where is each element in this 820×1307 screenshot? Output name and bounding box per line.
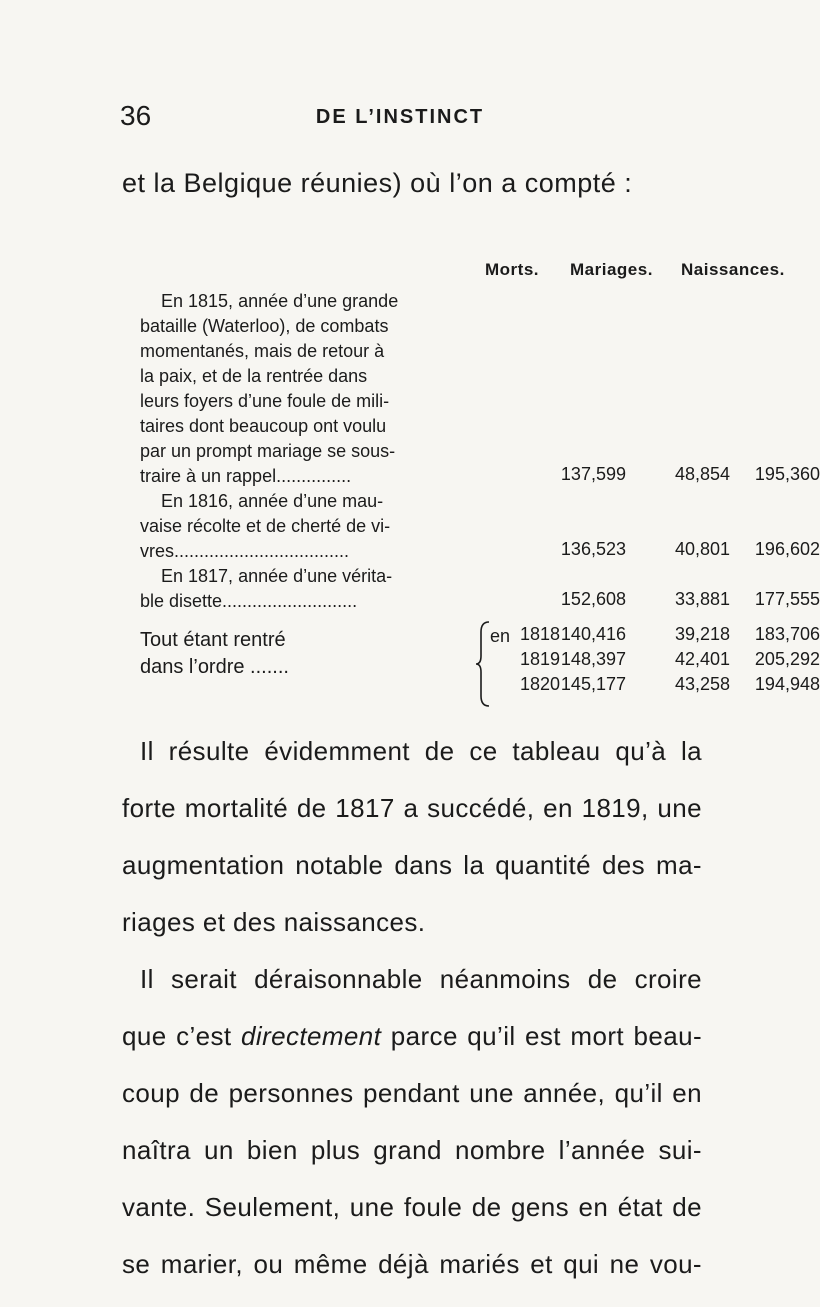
text-run: que c’est: [122, 1021, 242, 1051]
paragraph-line: naîtra un bien plus grand nombre l’année sui-: [122, 1135, 702, 1165]
row-description-line: taires dont beaucoup ont voulu: [140, 416, 387, 436]
cell-morts: 136,523: [560, 539, 626, 559]
paragraph-line: vante. Seulement, une foule de gens en état de: [122, 1192, 702, 1222]
paragraph-2: [122, 951, 702, 1293]
year-label: 1819: [520, 649, 561, 669]
group-label-line: Tout étant rentré: [140, 629, 286, 651]
cell-mariages: 39,218: [674, 624, 730, 644]
intro-line: et la Belgique réunies) où l’on a compté :: [122, 168, 633, 198]
group-prefix: en: [490, 626, 511, 646]
paragraph-line: riages et des naissances.: [122, 907, 426, 937]
cell-naissances: 183,706: [754, 624, 820, 644]
cell-mariages: 40,801: [674, 539, 730, 559]
column-header-mariages: Mariages.: [570, 260, 653, 279]
cell-naissances: 195,360: [754, 464, 820, 484]
cell-mariages: 48,854: [674, 464, 730, 484]
row-description-line: traire à un rappel...............: [140, 466, 352, 486]
cell-naissances: 194,948: [754, 674, 820, 694]
paragraph-line: coup de personnes pendant une année, qu’il en: [122, 1078, 702, 1108]
row-description-line: En 1816, année d’une mau-: [161, 491, 384, 511]
column-header-naissances: Naissances.: [681, 260, 785, 279]
paragraph-line: [122, 1008, 702, 1065]
row-description-line: leurs foyers d’une foule de mili-: [140, 391, 390, 411]
cell-morts: 137,599: [560, 464, 626, 484]
row-description-line: En 1817, année d’une vérita-: [161, 566, 393, 586]
paragraph-1: [122, 723, 702, 951]
row-description-line: vaise récolte et de cherté de vi-: [140, 516, 391, 536]
group-label-line: dans l’ordre .......: [140, 656, 289, 678]
page-number: 36: [120, 100, 152, 131]
row-description-line: ble disette...........................: [140, 591, 358, 611]
paragraph-line: augmentation notable dans la quantité des ma-: [122, 850, 702, 880]
paragraph-line: Il serait déraisonnable néanmoins de croire: [140, 964, 702, 994]
cell-morts: 145,177: [560, 674, 626, 694]
row-description-line: momentanés, mais de retour à: [140, 341, 385, 361]
row-description-line: En 1815, année d’une grande: [161, 291, 399, 311]
cell-mariages: 43,258: [674, 674, 730, 694]
year-label: 1818: [520, 624, 561, 644]
paragraph-line: se marier, ou même déjà mariés et qui ne vou-: [122, 1249, 702, 1279]
emphasis-text: directement: [241, 1021, 382, 1051]
column-header-morts: Morts.: [485, 260, 539, 279]
cell-morts: 148,397: [560, 649, 626, 669]
cell-naissances: 196,602: [754, 539, 820, 559]
row-description-line: la paix, et de la rentrée dans: [140, 366, 368, 386]
page-header: [0, 100, 800, 140]
cell-mariages: 33,881: [674, 589, 730, 609]
cell-mariages: 42,401: [674, 649, 730, 669]
text-run: parce qu’il est mort beau-: [381, 1021, 702, 1051]
running-title: DE L’INSTINCT: [315, 106, 485, 128]
cell-naissances: 205,292: [754, 649, 820, 669]
left-brace: [475, 620, 491, 708]
paragraph-line: Il résulte évidemment de ce tableau qu’à la: [140, 736, 702, 766]
year-label: 1820: [520, 674, 561, 694]
row-description-line: vres...................................: [140, 541, 350, 561]
row-description-line: par un prompt mariage se sous-: [140, 441, 396, 461]
cell-morts: 152,608: [560, 589, 626, 609]
row-description-line: bataille (Waterloo), de combats: [140, 316, 389, 336]
cell-naissances: 177,555: [754, 589, 820, 609]
paragraph-line: forte mortalité de 1817 a succédé, en 1819, une: [122, 793, 702, 823]
cell-morts: 140,416: [560, 624, 626, 644]
